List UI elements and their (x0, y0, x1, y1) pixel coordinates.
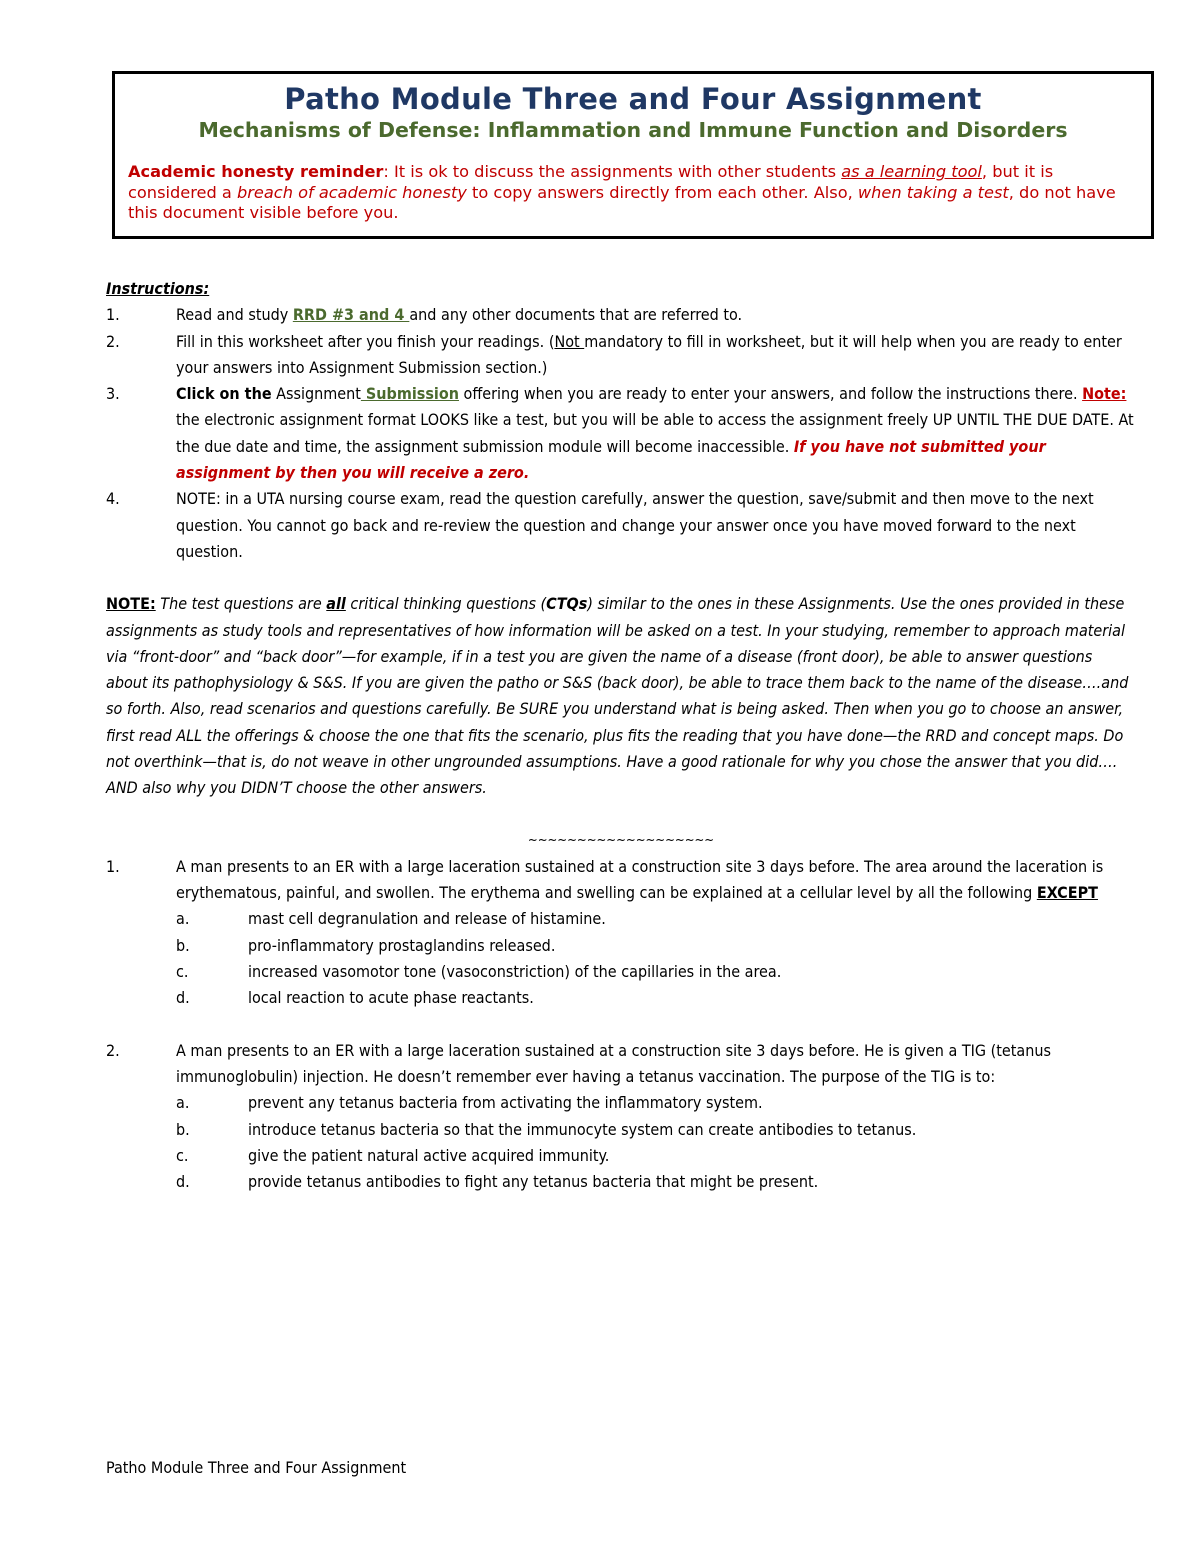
note-text: ) similar to the ones in these Assignments. Use the ones provided in these assignments as study tools and representatives of how information will be asked on a test. In your studying, remember to approach material via “front-door” and “back door”—for example, if in a test you are given the name of a disease (front door), be able to answer questions about its pathophysiology & S&S. If you are given the patho or S&S (back door), be able to trace them back to the name of the disease….and so forth. Also, read scenarios and questions carefully. Be SURE you understand what is being asked. Then when you go to choose an answer, first read ALL the offerings & choose the one that fits the scenario, plus fits the reading that you have done—the RRD and concept maps. Do not overthink—that is, do not weave in other ungrounded assumptions. Have a good rationale for why you chose the answer that you did…. AND also why you DIDN’T choose the other answers. (106, 594, 1129, 798)
answer-options (176, 1090, 1136, 1195)
instruction-item-1 (106, 302, 1136, 328)
note-text: critical thinking questions ( (345, 594, 547, 614)
answer-option[interactable] (176, 1117, 1136, 1143)
note-label: Note: (1082, 384, 1127, 404)
option-text: increased vasomotor tone (vasoconstriction) of the capillaries in the area. (248, 961, 782, 981)
option-letter: c. (176, 1145, 189, 1165)
question-stem: A man presents to an ER with a large laceration sustained at a construction site 3 days before. He is given a TIG (tetanus immunoglobulin) injection. He doesn’t remember ever having a tetanus vaccination. The purpose of the TIG is to: (176, 1040, 1051, 1087)
question-number: 2. (106, 1040, 120, 1060)
answer-options (176, 906, 1136, 1011)
question-list (106, 854, 1136, 1196)
click-on-the: Click on the (176, 384, 272, 404)
option-letter: c. (176, 961, 189, 981)
option-letter: d. (176, 988, 190, 1008)
option-text: local reaction to acute phase reactants. (248, 988, 534, 1008)
instruction-item-4 (106, 486, 1136, 565)
note-paragraph (106, 591, 1136, 801)
instruction-text: offering when you are ready to enter your answers, and follow the instructions there. (458, 384, 1083, 404)
answer-option[interactable] (176, 959, 1136, 985)
header-box (112, 71, 1154, 239)
instruction-text: Assignment (271, 384, 361, 404)
option-letter: a. (176, 909, 190, 929)
zero-warning: If you have not submitted your assignment by then you will receive a zero. (176, 436, 1046, 483)
option-letter: d. (176, 1172, 190, 1192)
instruction-number: 3. (106, 384, 120, 404)
instruction-text: Read and study (176, 305, 293, 325)
option-text: provide tetanus antibodies to fight any tetanus bacteria that might be present. (248, 1172, 819, 1192)
question-2 (106, 1038, 1136, 1196)
note-text: The test questions are (155, 594, 327, 614)
answer-option[interactable] (176, 1169, 1136, 1195)
instructions-heading: Instructions: (106, 279, 210, 298)
instruction-number: 2. (106, 331, 120, 351)
honesty-learning-tool: as a learning tool (841, 162, 982, 181)
instruction-text: mandatory to fill in worksheet, but it will help when you are ready to enter your answers into Assignment Submission section.) (176, 331, 1122, 377)
instruction-text: Fill in this worksheet after you finish your readings. ( (176, 331, 555, 351)
instructions-list (106, 302, 1136, 565)
answer-option[interactable] (176, 906, 1136, 932)
answer-option[interactable] (176, 933, 1136, 959)
section-divider: ~~~~~~~~~~~~~~~~~~~ (527, 832, 715, 848)
submission-link[interactable]: Submission (360, 384, 459, 404)
page-subtitle: Mechanisms of Defense: Inflammation and Immune Function and Disorders (198, 118, 1068, 142)
option-text: prevent any tetanus bacteria from activating the inflammatory system. (248, 1093, 763, 1113)
page-title: Patho Module Three and Four Assignment (284, 82, 982, 116)
note-all: all (326, 594, 346, 614)
page-footer: Patho Module Three and Four Assignment (106, 1458, 407, 1477)
note-ctqs: CTQs (546, 594, 588, 614)
answer-option[interactable] (176, 1143, 1136, 1169)
not-emphasis: Not (554, 331, 585, 351)
instruction-text: the electronic assignment format LOOKS like a test, but you will be able to access the assignment freely UP UNTIL THE DUE DATE. At the due date and time, the assignment submission module will become inaccessible. (176, 410, 1134, 456)
honesty-breach: breach of academic honesty (236, 182, 467, 202)
option-text: introduce tetanus bacteria so that the immunocyte system can create antibodies to tetanus. (248, 1119, 917, 1139)
note-heading: NOTE: (106, 594, 156, 614)
instruction-item-2 (106, 329, 1136, 382)
answer-option[interactable] (176, 1090, 1136, 1116)
option-text: give the patient natural active acquired immunity. (248, 1145, 610, 1165)
academic-honesty-reminder (128, 162, 1137, 224)
option-letter: b. (176, 1119, 190, 1139)
instruction-item-3 (106, 381, 1136, 486)
question-emphasis: EXCEPT (1036, 882, 1098, 902)
honesty-test: when taking a test (857, 182, 1009, 202)
option-letter: a. (176, 1093, 190, 1113)
rrd-link[interactable]: RRD #3 and 4 (292, 305, 410, 325)
instruction-text: and any other documents that are referred to. (409, 305, 743, 325)
honesty-text-2: , but it is considered a (128, 162, 1054, 202)
instruction-number: 4. (106, 489, 120, 509)
honesty-text-3: to copy answers directly from each other. Also, (466, 182, 858, 202)
option-letter: b. (176, 935, 190, 955)
honesty-lead: Academic honesty reminder (128, 162, 384, 181)
option-text: pro-inflammatory prostaglandins released. (248, 935, 556, 955)
answer-option[interactable] (176, 985, 1136, 1011)
question-stem: A man presents to an ER with a large laceration sustained at a construction site 3 days before. The area around the laceration is erythematous, painful, and swollen. The erythema and swelling can be explained at a cellular level by all the following (176, 856, 1104, 902)
option-text: mast cell degranulation and release of histamine. (248, 909, 606, 929)
instruction-text: NOTE: in a UTA nursing course exam, read the question carefully, answer the question, save/submit and then move to the next question. You cannot go back and re-review the question and change your answer once you have moved forward to the next question. (176, 489, 1094, 561)
question-1 (106, 854, 1136, 1012)
document-body (106, 276, 1136, 1196)
instruction-number: 1. (106, 305, 120, 325)
honesty-text-1: : It is ok to discuss the assignments with other students (383, 162, 842, 181)
question-number: 1. (106, 856, 120, 876)
honesty-text-4: , do not have this document visible before you. (128, 182, 1116, 222)
